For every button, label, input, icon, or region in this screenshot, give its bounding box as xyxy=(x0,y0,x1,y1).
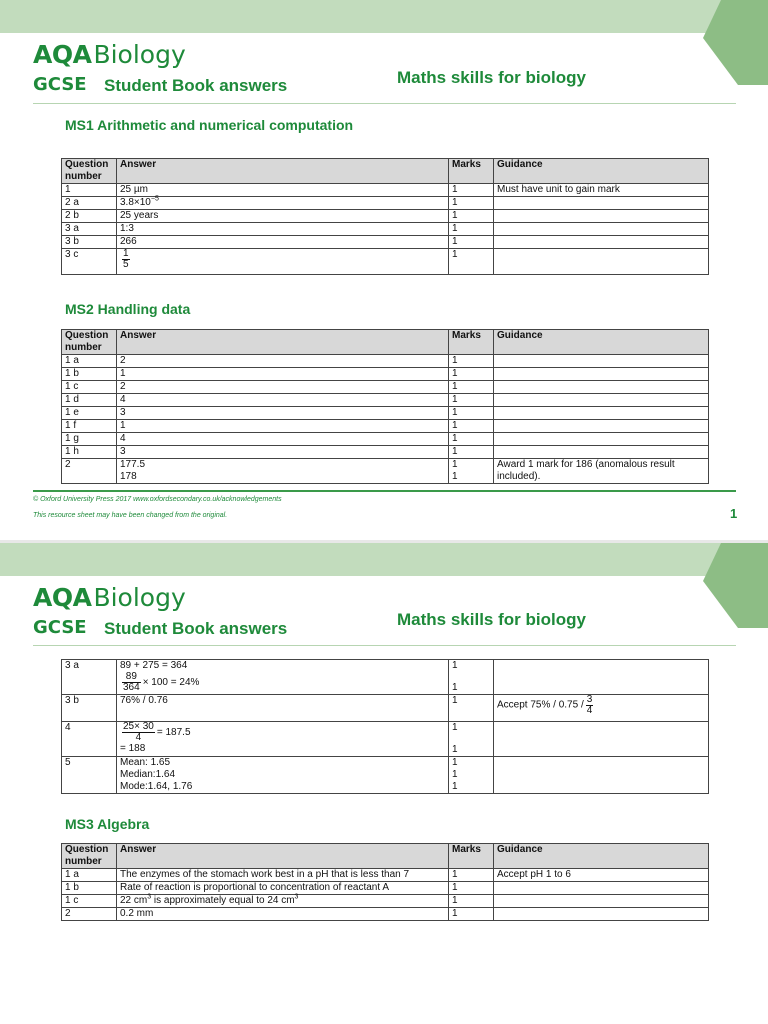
table-row xyxy=(62,184,709,197)
guidance-cell: Award 1 mark for 186 (anomalous result included). xyxy=(494,459,709,484)
table-row xyxy=(62,908,709,921)
book-title: Student Book answers xyxy=(104,76,288,95)
guidance-cell xyxy=(494,381,709,394)
answer-cell: 266 xyxy=(117,236,449,249)
guidance-cell xyxy=(494,407,709,420)
question-cell: 2 b xyxy=(62,210,117,223)
header-guidance: Guidance xyxy=(494,844,709,869)
marks-cell: 1 xyxy=(449,381,494,394)
brand-logo: AQABiology xyxy=(33,583,186,612)
table-row xyxy=(62,223,709,236)
table-row xyxy=(62,420,709,433)
answer-cell: 1 xyxy=(117,420,449,433)
table-row xyxy=(62,722,709,757)
table-header-row xyxy=(62,844,709,869)
answer-cell: 25 µm xyxy=(117,184,449,197)
marks-cell: 1 xyxy=(449,223,494,236)
table-row xyxy=(62,407,709,420)
table-header-row xyxy=(62,159,709,184)
table-row xyxy=(62,210,709,223)
question-cell: 1 c xyxy=(62,381,117,394)
table-row xyxy=(62,459,709,484)
table-row xyxy=(62,355,709,368)
table-row xyxy=(62,660,709,695)
table-row xyxy=(62,249,709,275)
header-answer: Answer xyxy=(117,159,449,184)
header-question: Question number xyxy=(62,844,117,869)
brand-level: GCSE xyxy=(33,617,87,638)
marks-cell: 1 xyxy=(449,695,494,722)
answer-cell: 4 xyxy=(117,433,449,446)
answer-cell: 1:3 xyxy=(117,223,449,236)
table-row xyxy=(62,368,709,381)
ms1-table xyxy=(61,158,709,275)
answer-cell: 2 xyxy=(117,381,449,394)
guidance-cell xyxy=(494,882,709,895)
question-cell: 1 a xyxy=(62,869,117,882)
question-cell: 3 c xyxy=(62,249,117,275)
answer-cell: The enzymes of the stomach work best in a pH that is less than 7 xyxy=(117,869,449,882)
guidance-cell xyxy=(494,908,709,921)
marks-cell: 1 xyxy=(449,882,494,895)
answer-cell: 177.5 178 xyxy=(117,459,449,484)
marks-cell: 1 xyxy=(449,184,494,197)
guidance-cell xyxy=(494,420,709,433)
answer-cell: 76% / 0.76 xyxy=(117,695,449,722)
table-row xyxy=(62,197,709,210)
marks-cell: 1 1 xyxy=(449,660,494,695)
table-row xyxy=(62,895,709,908)
guidance-cell: Must have unit to gain mark xyxy=(494,184,709,197)
guidance-cell xyxy=(494,368,709,381)
header-rule xyxy=(33,645,736,646)
footer-note: This resource sheet may have been changed from the original. xyxy=(33,512,228,519)
marks-cell: 1 xyxy=(449,197,494,210)
guidance-cell xyxy=(494,394,709,407)
header-question: Question number xyxy=(62,159,117,184)
marks-cell: 1 xyxy=(449,249,494,275)
header-answer: Answer xyxy=(117,844,449,869)
header-guidance: Guidance xyxy=(494,159,709,184)
question-cell: 4 xyxy=(62,722,117,757)
table-row xyxy=(62,869,709,882)
marks-cell: 1 xyxy=(449,210,494,223)
header-answer: Answer xyxy=(117,330,449,355)
header-rule xyxy=(33,103,736,104)
question-cell: 3 b xyxy=(62,695,117,722)
section-title-ms1: MS1 Arithmetic and numerical computation xyxy=(65,117,354,133)
corner-decoration-icon xyxy=(703,543,768,628)
header-marks: Marks xyxy=(449,159,494,184)
answer-cell: $3.8\times 10^{-5}$ xyxy=(117,197,449,210)
top-band xyxy=(0,543,768,576)
table-row xyxy=(62,236,709,249)
guidance-cell xyxy=(494,433,709,446)
answer-cell: 22 $cm^3$ is approximately equal to 24 $cm^3$ xyxy=(117,895,449,908)
marks-cell: 1 xyxy=(449,394,494,407)
table-row xyxy=(62,446,709,459)
marks-cell: 1 xyxy=(449,236,494,249)
table-row xyxy=(62,381,709,394)
fraction: $\frac{89}{364}$ xyxy=(123,671,140,693)
fraction: $\frac{3}{4}$ xyxy=(586,694,593,716)
fraction: $\frac{25\times 30}{4}$ xyxy=(123,721,154,743)
ms3-table xyxy=(61,843,709,921)
header-marks: Marks xyxy=(449,330,494,355)
answer-cell: Rate of reaction is proportional to concentration of reactant A xyxy=(117,882,449,895)
marks-cell: 1 1 xyxy=(449,459,494,484)
ms2-table xyxy=(61,329,709,484)
guidance-cell xyxy=(494,660,709,695)
guidance-cell xyxy=(494,895,709,908)
topic-title: Maths skills for biology xyxy=(397,610,586,629)
question-cell: 1 b xyxy=(62,882,117,895)
table-row xyxy=(62,394,709,407)
question-cell: 3 b xyxy=(62,236,117,249)
table-row xyxy=(62,882,709,895)
question-cell: 1 xyxy=(62,184,117,197)
guidance-cell: Accept 75% / 0.75 / $\frac{3}{4}$ xyxy=(494,695,709,722)
question-cell: 1 f xyxy=(62,420,117,433)
guidance-cell xyxy=(494,249,709,275)
question-cell: 3 a xyxy=(62,660,117,695)
marks-cell: 1 xyxy=(449,433,494,446)
answer-cell: 89 + 275 = 364 $\frac{89}{364}$ × 100 = 24% xyxy=(117,660,449,695)
marks-cell: 1 xyxy=(449,446,494,459)
answer-cell: 25 years xyxy=(117,210,449,223)
page-2 xyxy=(0,543,768,1024)
guidance-cell xyxy=(494,757,709,794)
ms2-continued-table xyxy=(61,659,709,794)
guidance-cell xyxy=(494,223,709,236)
question-cell: 2 xyxy=(62,908,117,921)
answer-cell: 0.2 mm xyxy=(117,908,449,921)
question-cell: 5 xyxy=(62,757,117,794)
section-title-ms3: MS3 Algebra xyxy=(65,816,150,832)
question-cell: 2 xyxy=(62,459,117,484)
marks-cell: 1 xyxy=(449,407,494,420)
question-cell: 1 g xyxy=(62,433,117,446)
guidance-cell xyxy=(494,446,709,459)
section-title-ms2: MS2 Handling data xyxy=(65,301,191,317)
question-cell: 1 a xyxy=(62,355,117,368)
book-title: Student Book answers xyxy=(104,619,288,638)
question-cell: 2 a xyxy=(62,197,117,210)
question-cell: 1 e xyxy=(62,407,117,420)
marks-cell: 1 xyxy=(449,368,494,381)
marks-cell: 1 xyxy=(449,908,494,921)
copyright-text: © Oxford University Press 2017 www.oxfordsecondary.co.uk/acknowledgements xyxy=(33,496,282,503)
header-guidance: Guidance xyxy=(494,330,709,355)
answer-cell: 2 xyxy=(117,355,449,368)
answer-cell: $\frac{25\times 30}{4}$ = 187.5 = 188 xyxy=(117,722,449,757)
answer-cell: 3 xyxy=(117,446,449,459)
marks-cell: 1 xyxy=(449,420,494,433)
answer-cell xyxy=(117,249,449,275)
topic-title: Maths skills for biology xyxy=(397,68,586,87)
guidance-cell xyxy=(494,722,709,757)
table-header-row xyxy=(62,330,709,355)
guidance-cell xyxy=(494,197,709,210)
header-marks: Marks xyxy=(449,844,494,869)
question-cell: 1 c xyxy=(62,895,117,908)
header-question: Question number xyxy=(62,330,117,355)
question-cell: 3 a xyxy=(62,223,117,236)
question-cell: 1 b xyxy=(62,368,117,381)
answer-cell: 1 xyxy=(117,368,449,381)
answer-cell: Mean: 1.65 Median:1.64 Mode:1.64, 1.76 xyxy=(117,757,449,794)
marks-cell: 1 xyxy=(449,869,494,882)
guidance-cell xyxy=(494,210,709,223)
table-row xyxy=(62,695,709,722)
brand-level: GCSE xyxy=(33,74,87,95)
table-row xyxy=(62,757,709,794)
guidance-cell xyxy=(494,355,709,368)
marks-cell: 1 1 xyxy=(449,722,494,757)
footer-rule xyxy=(33,490,736,492)
question-cell: 1 h xyxy=(62,446,117,459)
brand-logo: AQABiology xyxy=(33,40,186,69)
table-row xyxy=(62,433,709,446)
marks-cell: 1 xyxy=(449,355,494,368)
guidance-cell xyxy=(494,236,709,249)
top-band xyxy=(0,0,768,33)
fraction: $\frac{1}{5}$ xyxy=(123,248,129,270)
marks-cell: 1 xyxy=(449,895,494,908)
guidance-cell: Accept pH 1 to 6 xyxy=(494,869,709,882)
page-number: 1 xyxy=(730,506,738,521)
answer-cell: 3 xyxy=(117,407,449,420)
corner-decoration-icon xyxy=(703,0,768,85)
answer-cell: 4 xyxy=(117,394,449,407)
question-cell: 1 d xyxy=(62,394,117,407)
marks-cell: 1 1 1 xyxy=(449,757,494,794)
